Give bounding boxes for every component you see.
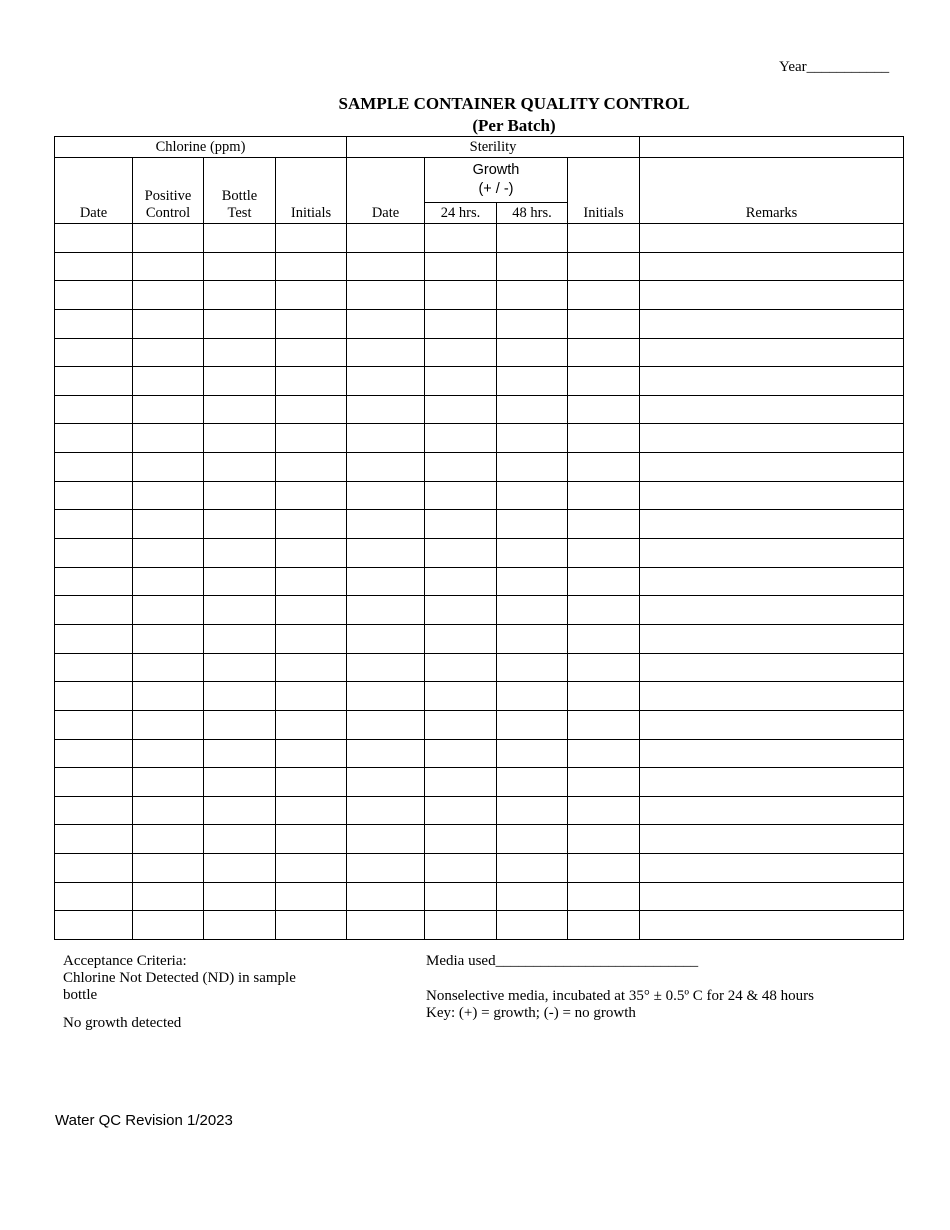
table-cell[interactable] [276, 825, 347, 854]
table-cell[interactable] [347, 424, 425, 453]
table-cell[interactable] [347, 854, 425, 883]
table-cell[interactable] [425, 768, 497, 797]
table-cell[interactable] [133, 510, 204, 539]
table-cell[interactable] [133, 481, 204, 510]
table-cell[interactable] [425, 309, 497, 338]
table-cell[interactable] [640, 682, 904, 711]
table-cell[interactable] [568, 624, 640, 653]
table-cell[interactable] [276, 768, 347, 797]
table-cell[interactable] [425, 882, 497, 911]
table-cell[interactable] [133, 224, 204, 253]
table-cell[interactable] [55, 882, 133, 911]
table-cell[interactable] [425, 710, 497, 739]
table-cell[interactable] [55, 424, 133, 453]
data-rows [55, 224, 904, 940]
table-cell[interactable] [133, 653, 204, 682]
table-row [55, 252, 904, 281]
chlorine-group-header: Chlorine (ppm) [55, 137, 347, 158]
table-cell[interactable] [640, 367, 904, 396]
table-cell[interactable] [425, 739, 497, 768]
table-cell[interactable] [568, 682, 640, 711]
table-cell[interactable] [425, 796, 497, 825]
table-cell[interactable] [55, 825, 133, 854]
table-cell[interactable] [497, 596, 568, 625]
table-row [55, 825, 904, 854]
table-cell[interactable] [204, 424, 276, 453]
col-header-growth [425, 158, 568, 203]
table-cell[interactable] [55, 338, 133, 367]
table-cell[interactable] [568, 596, 640, 625]
col-header-24hrs: 24 hrs. [425, 203, 497, 224]
table-cell[interactable] [276, 481, 347, 510]
table-cell[interactable] [276, 567, 347, 596]
table-cell[interactable] [276, 539, 347, 568]
table-cell[interactable] [640, 481, 904, 510]
table-cell[interactable] [204, 710, 276, 739]
table-cell[interactable] [276, 682, 347, 711]
table-cell[interactable] [347, 395, 425, 424]
sterility-group-header: Sterility [347, 137, 640, 158]
table-cell[interactable] [347, 567, 425, 596]
table-cell[interactable] [640, 567, 904, 596]
table-cell[interactable] [133, 539, 204, 568]
table-cell[interactable] [568, 424, 640, 453]
table-cell[interactable] [640, 395, 904, 424]
table-cell[interactable] [425, 825, 497, 854]
table-cell[interactable] [55, 768, 133, 797]
table-cell[interactable] [55, 395, 133, 424]
table-row [55, 395, 904, 424]
table-row [55, 653, 904, 682]
table-row [55, 424, 904, 453]
table-cell[interactable] [276, 510, 347, 539]
table-row [55, 768, 904, 797]
table-cell[interactable] [133, 739, 204, 768]
table-cell[interactable] [204, 539, 276, 568]
table-row [55, 567, 904, 596]
table-cell[interactable] [568, 252, 640, 281]
table-cell[interactable] [425, 510, 497, 539]
table-cell[interactable] [568, 825, 640, 854]
table-row [55, 710, 904, 739]
table-cell[interactable] [497, 739, 568, 768]
acceptance-title: Acceptance Criteria: [63, 953, 187, 969]
table-cell[interactable] [568, 854, 640, 883]
table-cell[interactable] [276, 596, 347, 625]
table-cell[interactable] [276, 854, 347, 883]
table-cell[interactable] [425, 682, 497, 711]
page-title-text: SAMPLE CONTAINER QUALITY CONTROL [338, 94, 690, 113]
table-cell[interactable] [55, 854, 133, 883]
table-cell[interactable] [425, 367, 497, 396]
col-header-bottle-test [204, 158, 276, 224]
table-cell[interactable] [276, 395, 347, 424]
table-cell[interactable] [347, 481, 425, 510]
table-row [55, 882, 904, 911]
table-cell[interactable] [347, 252, 425, 281]
table-cell[interactable] [204, 825, 276, 854]
table-cell[interactable] [204, 911, 276, 940]
table-cell[interactable] [133, 567, 204, 596]
table-cell[interactable] [55, 510, 133, 539]
media-used-field: Media used___________________________ [426, 953, 699, 969]
table-cell[interactable] [347, 882, 425, 911]
col-header-sterility-initials: Initials [568, 158, 640, 224]
table-cell[interactable] [568, 510, 640, 539]
acceptance-growth: No growth detected [63, 1015, 182, 1031]
table-cell[interactable] [497, 453, 568, 482]
col-header-48hrs: 48 hrs. [497, 203, 568, 224]
table-cell[interactable] [640, 653, 904, 682]
table-cell[interactable] [204, 624, 276, 653]
table-cell[interactable] [347, 825, 425, 854]
table-cell[interactable] [133, 596, 204, 625]
table-cell[interactable] [568, 653, 640, 682]
table-cell[interactable] [347, 224, 425, 253]
table-cell[interactable] [204, 510, 276, 539]
table-cell[interactable] [347, 539, 425, 568]
incubation-notes [426, 988, 814, 1022]
table-cell[interactable] [276, 710, 347, 739]
bottle-test-line1: Bottle [221, 188, 258, 204]
table-cell[interactable] [347, 510, 425, 539]
table-cell[interactable] [425, 653, 497, 682]
table-cell[interactable] [133, 911, 204, 940]
table-cell[interactable] [133, 624, 204, 653]
table-cell[interactable] [568, 481, 640, 510]
table-cell[interactable] [347, 768, 425, 797]
table-cell[interactable] [640, 281, 904, 310]
table-cell[interactable] [276, 281, 347, 310]
table-cell[interactable] [497, 854, 568, 883]
table-row [55, 539, 904, 568]
table-cell[interactable] [347, 281, 425, 310]
table-cell[interactable] [497, 653, 568, 682]
table-cell[interactable] [204, 338, 276, 367]
table-cell[interactable] [568, 338, 640, 367]
table-cell[interactable] [133, 882, 204, 911]
table-cell[interactable] [347, 710, 425, 739]
page-subtitle: (Per Batch) [472, 116, 556, 135]
table-cell[interactable] [425, 424, 497, 453]
table-cell[interactable] [425, 281, 497, 310]
table-cell[interactable] [497, 624, 568, 653]
table-cell[interactable] [568, 768, 640, 797]
table-cell[interactable] [347, 682, 425, 711]
table-row [55, 796, 904, 825]
table-cell[interactable] [55, 739, 133, 768]
table-cell[interactable] [640, 596, 904, 625]
table-cell[interactable] [347, 453, 425, 482]
table-cell[interactable] [347, 624, 425, 653]
table-cell[interactable] [497, 481, 568, 510]
acceptance-criteria [63, 953, 323, 1032]
table-cell[interactable] [204, 481, 276, 510]
table-cell[interactable] [55, 481, 133, 510]
table-cell[interactable] [640, 539, 904, 568]
table-cell[interactable] [640, 224, 904, 253]
table-cell[interactable] [133, 682, 204, 711]
table-cell[interactable] [497, 224, 568, 253]
table-cell[interactable] [497, 911, 568, 940]
table-cell[interactable] [640, 309, 904, 338]
table-cell[interactable] [204, 395, 276, 424]
table-row [55, 481, 904, 510]
year-field-label: Year___________ [779, 59, 890, 75]
table-cell[interactable] [133, 453, 204, 482]
table-cell[interactable] [55, 539, 133, 568]
table-cell[interactable] [204, 224, 276, 253]
table-row [55, 281, 904, 310]
table-cell[interactable] [497, 338, 568, 367]
table-cell[interactable] [425, 596, 497, 625]
table-cell[interactable] [347, 309, 425, 338]
table-cell[interactable] [640, 796, 904, 825]
table-cell[interactable] [204, 309, 276, 338]
table-cell[interactable] [204, 796, 276, 825]
table-cell[interactable] [347, 911, 425, 940]
group-header-row [55, 137, 904, 158]
table-cell[interactable] [497, 682, 568, 711]
table-cell[interactable] [497, 710, 568, 739]
table-row [55, 911, 904, 940]
table-row [55, 739, 904, 768]
table-row [55, 510, 904, 539]
table-cell[interactable] [425, 624, 497, 653]
table-cell[interactable] [425, 911, 497, 940]
table-cell[interactable] [276, 224, 347, 253]
table-cell[interactable] [55, 596, 133, 625]
table-cell[interactable] [55, 911, 133, 940]
table-cell[interactable] [568, 367, 640, 396]
table-cell[interactable] [640, 739, 904, 768]
table-cell[interactable] [425, 567, 497, 596]
table-cell[interactable] [640, 768, 904, 797]
table-cell[interactable] [425, 854, 497, 883]
table-cell[interactable] [568, 224, 640, 253]
table-cell[interactable] [497, 796, 568, 825]
table-cell[interactable] [276, 309, 347, 338]
nonselective-media-note: Nonselective media, incubated at 35° ± 0.5º C for 24 & 48 hours [426, 988, 814, 1004]
col-header-remarks: Remarks [640, 158, 904, 224]
table-row [55, 854, 904, 883]
table-cell[interactable] [497, 510, 568, 539]
table-cell[interactable] [133, 309, 204, 338]
table-cell[interactable] [55, 224, 133, 253]
table-row [55, 367, 904, 396]
table-cell[interactable] [204, 367, 276, 396]
table-cell[interactable] [133, 252, 204, 281]
table-cell[interactable] [204, 453, 276, 482]
col-header-date: Date [55, 158, 133, 224]
table-cell[interactable] [204, 882, 276, 911]
table-cell[interactable] [133, 796, 204, 825]
table-cell[interactable] [55, 710, 133, 739]
table-cell[interactable] [497, 882, 568, 911]
table-cell[interactable] [568, 539, 640, 568]
table-cell[interactable] [204, 854, 276, 883]
table-cell[interactable] [204, 252, 276, 281]
table-cell[interactable] [204, 682, 276, 711]
table-cell[interactable] [425, 338, 497, 367]
table-cell[interactable] [640, 453, 904, 482]
table-cell[interactable] [133, 710, 204, 739]
table-cell[interactable] [204, 596, 276, 625]
table-cell[interactable] [347, 338, 425, 367]
table-cell[interactable] [347, 596, 425, 625]
table-row [55, 682, 904, 711]
table-cell[interactable] [425, 252, 497, 281]
table-row [55, 338, 904, 367]
table-cell[interactable] [133, 338, 204, 367]
table-cell[interactable] [497, 539, 568, 568]
table-cell[interactable] [640, 624, 904, 653]
table-cell[interactable] [133, 424, 204, 453]
table-cell[interactable] [55, 567, 133, 596]
remarks-group-header [640, 137, 904, 158]
table-cell[interactable] [276, 882, 347, 911]
table-cell[interactable] [425, 481, 497, 510]
table-cell[interactable] [133, 825, 204, 854]
table-cell[interactable] [568, 567, 640, 596]
bottle-test-line2: Test [227, 205, 252, 221]
table-cell[interactable] [568, 796, 640, 825]
growth-label: Growth [472, 162, 520, 178]
table-cell[interactable] [497, 252, 568, 281]
table-cell[interactable] [568, 911, 640, 940]
table-cell[interactable] [497, 567, 568, 596]
table-cell[interactable] [497, 309, 568, 338]
table-cell[interactable] [276, 739, 347, 768]
table-cell[interactable] [276, 911, 347, 940]
table-cell[interactable] [425, 453, 497, 482]
table-cell[interactable] [640, 710, 904, 739]
table-cell[interactable] [640, 338, 904, 367]
growth-key-note: Key: (+) = growth; (-) = no growth [426, 1005, 636, 1021]
table-cell[interactable] [204, 739, 276, 768]
table-cell[interactable] [276, 338, 347, 367]
table-cell[interactable] [497, 367, 568, 396]
table-cell[interactable] [568, 281, 640, 310]
table-cell[interactable] [55, 309, 133, 338]
table-cell[interactable] [640, 825, 904, 854]
col-header-initials: Initials [276, 158, 347, 224]
table-cell[interactable] [497, 768, 568, 797]
table-cell[interactable] [133, 854, 204, 883]
table-cell[interactable] [55, 453, 133, 482]
table-cell[interactable] [347, 739, 425, 768]
table-cell[interactable] [347, 367, 425, 396]
table-cell[interactable] [204, 567, 276, 596]
positive-control-line1: Positive [144, 188, 192, 204]
table-row [55, 453, 904, 482]
column-header-row [55, 158, 904, 203]
acceptance-chlorine: Chlorine Not Detected (ND) in sample bottle [63, 970, 296, 1003]
table-cell[interactable] [133, 768, 204, 797]
table-cell[interactable] [640, 424, 904, 453]
table-cell[interactable] [640, 911, 904, 940]
table-cell[interactable] [640, 882, 904, 911]
table-cell[interactable] [133, 367, 204, 396]
table-cell[interactable] [204, 281, 276, 310]
table-cell[interactable] [204, 653, 276, 682]
table-cell[interactable] [55, 281, 133, 310]
table-cell[interactable] [497, 281, 568, 310]
table-cell[interactable] [133, 395, 204, 424]
col-header-positive-control [133, 158, 204, 224]
table-cell[interactable] [568, 710, 640, 739]
col-header-sterility-date: Date [347, 158, 425, 224]
table-cell[interactable] [276, 624, 347, 653]
table-cell[interactable] [347, 796, 425, 825]
table-cell[interactable] [55, 624, 133, 653]
table-row [55, 224, 904, 253]
table-cell[interactable] [204, 768, 276, 797]
table-cell[interactable] [276, 796, 347, 825]
table-cell[interactable] [55, 252, 133, 281]
table-row [55, 309, 904, 338]
growth-key: (+ / -) [478, 181, 514, 197]
table-cell[interactable] [425, 395, 497, 424]
table-cell[interactable] [133, 281, 204, 310]
table-cell[interactable] [276, 653, 347, 682]
table-cell[interactable] [497, 424, 568, 453]
page-title [0, 94, 950, 114]
revision-label: Water QC Revision 1/2023 [55, 1112, 233, 1129]
table-cell[interactable] [425, 224, 497, 253]
qc-log-table [54, 136, 904, 940]
table-cell[interactable] [425, 539, 497, 568]
table-cell[interactable] [568, 395, 640, 424]
table-cell[interactable] [497, 825, 568, 854]
table-cell[interactable] [568, 453, 640, 482]
table-cell[interactable] [640, 854, 904, 883]
table-cell[interactable] [568, 309, 640, 338]
table-cell[interactable] [276, 367, 347, 396]
table-row [55, 596, 904, 625]
table-cell[interactable] [55, 796, 133, 825]
table-cell[interactable] [276, 453, 347, 482]
table-cell[interactable] [568, 739, 640, 768]
table-cell[interactable] [497, 395, 568, 424]
table-cell[interactable] [568, 882, 640, 911]
table-row [55, 624, 904, 653]
table-cell[interactable] [640, 510, 904, 539]
table-cell[interactable] [55, 682, 133, 711]
table-cell[interactable] [347, 653, 425, 682]
table-cell[interactable] [55, 653, 133, 682]
table-cell[interactable] [640, 252, 904, 281]
table-cell[interactable] [276, 424, 347, 453]
positive-control-line2: Control [145, 205, 191, 221]
table-cell[interactable] [55, 367, 133, 396]
table-cell[interactable] [276, 252, 347, 281]
